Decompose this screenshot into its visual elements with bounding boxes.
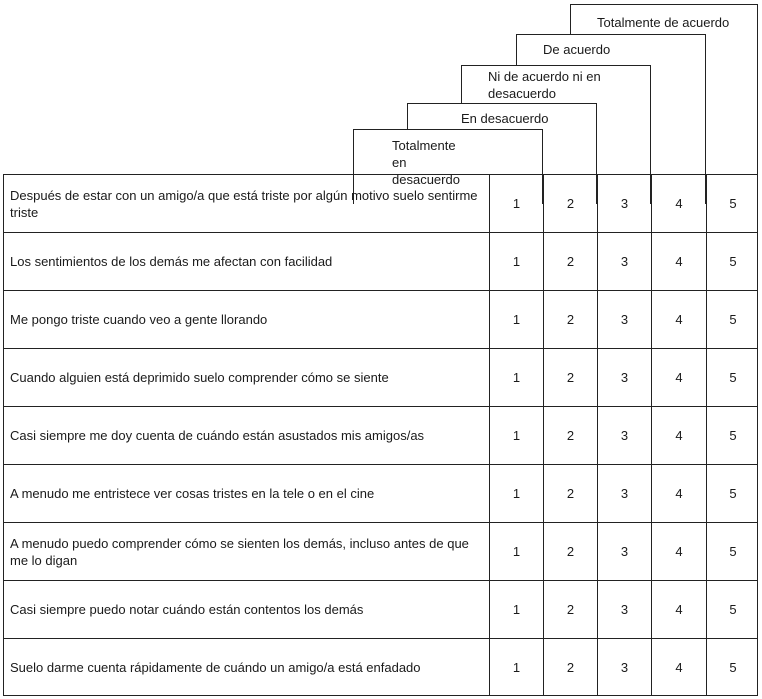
rating-option-1[interactable]: 1 (489, 581, 543, 638)
rating-option-4[interactable]: 4 (651, 407, 706, 464)
table-row (3, 464, 758, 522)
table-row (3, 638, 758, 696)
header-totalmente-de-acuerdo: Totalmente de acuerdo (570, 4, 758, 204)
rating-option-3[interactable]: 3 (597, 465, 651, 522)
rating-option-2[interactable]: 2 (543, 581, 597, 638)
rating-option-1[interactable]: 1 (489, 349, 543, 406)
rating-option-3[interactable]: 3 (597, 639, 651, 695)
item-statement: Me pongo triste cuando veo a gente llorando (10, 312, 268, 327)
rating-option-2[interactable]: 2 (543, 233, 597, 290)
rating-option-3[interactable]: 3 (597, 523, 651, 580)
rating-option-3[interactable]: 3 (597, 407, 651, 464)
rating-option-5[interactable]: 5 (706, 291, 759, 348)
item-statement: A menudo me entristece ver cosas tristes en la tele o en el cine (10, 486, 375, 501)
rating-option-2[interactable]: 2 (543, 349, 597, 406)
table-row (3, 174, 758, 232)
rating-option-1[interactable]: 1 (489, 465, 543, 522)
header-en-desacuerdo: En desacuerdo (407, 103, 597, 204)
rating-option-3[interactable]: 3 (597, 233, 651, 290)
rating-option-2[interactable]: 2 (543, 465, 597, 522)
rating-option-5[interactable]: 5 (706, 175, 759, 232)
rating-option-4[interactable]: 4 (651, 233, 706, 290)
rating-option-2[interactable]: 2 (543, 175, 597, 232)
item-statement: Después de estar con un amigo/a que está triste por algún motivo suelo sentirme triste (10, 187, 478, 220)
rating-option-2[interactable]: 2 (543, 407, 597, 464)
table-row (3, 522, 758, 580)
rating-option-5[interactable]: 5 (706, 407, 759, 464)
rating-option-1[interactable]: 1 (489, 407, 543, 464)
item-statement: Casi siempre me doy cuenta de cuándo están asustados mis amigos/as (10, 428, 425, 443)
item-statement: Cuando alguien está deprimido suelo comprender cómo se siente (10, 370, 389, 385)
rating-option-5[interactable]: 5 (706, 233, 759, 290)
rating-option-5[interactable]: 5 (706, 465, 759, 522)
rating-option-3[interactable]: 3 (597, 349, 651, 406)
rating-option-1[interactable]: 1 (489, 291, 543, 348)
rating-option-2[interactable]: 2 (543, 639, 597, 695)
rating-option-4[interactable]: 4 (651, 291, 706, 348)
rating-option-5[interactable]: 5 (706, 581, 759, 638)
rating-option-1[interactable]: 1 (489, 175, 543, 232)
header-de-acuerdo: De acuerdo (516, 34, 706, 204)
table-row (3, 232, 758, 290)
rating-option-4[interactable]: 4 (651, 349, 706, 406)
rating-option-2[interactable]: 2 (543, 291, 597, 348)
table-row (3, 290, 758, 348)
header-ni-de-acuerdo-ni-en-desacuerdo: Ni de acuerdo ni en desacuerdo (461, 65, 651, 204)
item-statement: Suelo darme cuenta rápidamente de cuándo un amigo/a está enfadado (10, 659, 421, 675)
rating-option-3[interactable]: 3 (597, 291, 651, 348)
rating-option-5[interactable]: 5 (706, 639, 759, 695)
rating-option-1[interactable]: 1 (489, 233, 543, 290)
rating-option-2[interactable]: 2 (543, 523, 597, 580)
rating-option-3[interactable]: 3 (597, 581, 651, 638)
table-row (3, 580, 758, 638)
rating-option-4[interactable]: 4 (651, 639, 706, 695)
rating-option-5[interactable]: 5 (706, 523, 759, 580)
table-row (3, 406, 758, 464)
table-row (3, 348, 758, 406)
rating-option-4[interactable]: 4 (651, 175, 706, 232)
item-statement: Los sentimientos de los demás me afectan con facilidad (10, 254, 333, 269)
rating-option-5[interactable]: 5 (706, 349, 759, 406)
rating-option-1[interactable]: 1 (489, 523, 543, 580)
item-statement: A menudo puedo comprender cómo se sienten los demás, incluso antes de que me lo digan (10, 535, 469, 568)
rating-option-4[interactable]: 4 (651, 581, 706, 638)
rating-option-4[interactable]: 4 (651, 523, 706, 580)
rating-option-1[interactable]: 1 (489, 639, 543, 695)
rating-option-4[interactable]: 4 (651, 465, 706, 522)
rating-option-3[interactable]: 3 (597, 175, 651, 232)
item-statement: Casi siempre puedo notar cuándo están contentos los demás (10, 602, 364, 617)
header-totalmente-en-desacuerdo: Totalmente en desacuerdo (353, 129, 543, 204)
